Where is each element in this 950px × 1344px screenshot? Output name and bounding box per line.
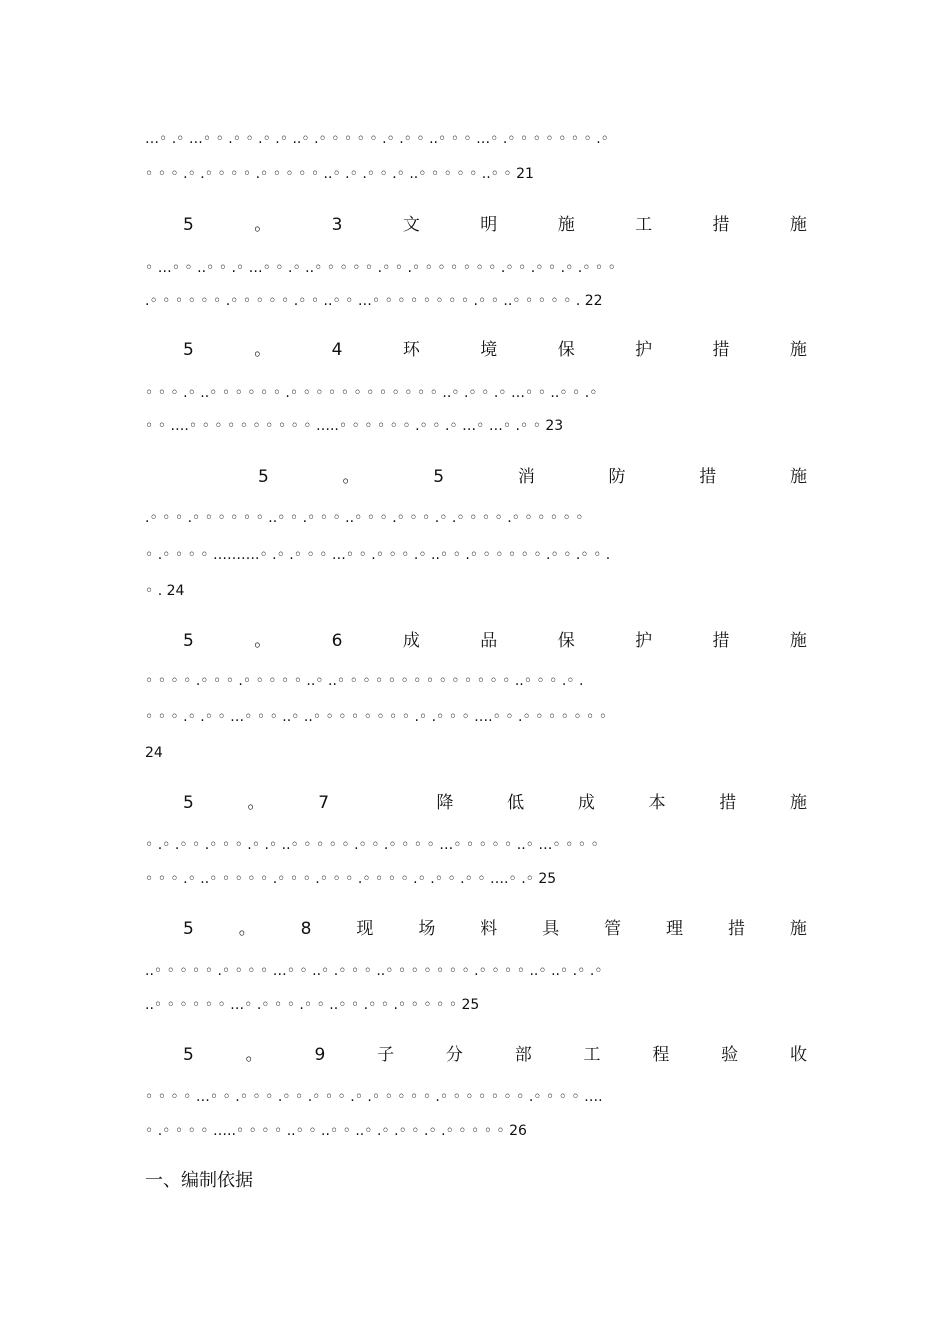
- toc-heading-char: 工: [583, 1045, 601, 1065]
- toc-leader-line: ◦ .◦ ◦ ◦ ◦ …..◦ ◦ ◦ ◦ ..◦ ◦ ..◦ ◦ ..◦ .◦ .◦ ◦ .◦ .◦ ◦ ◦ ◦ ◦ 26: [145, 1123, 527, 1139]
- toc-heading-char: 施: [789, 631, 807, 651]
- toc-heading-char: 部: [514, 1045, 532, 1065]
- toc-heading-char: 降: [436, 793, 454, 813]
- toc-leader-line: ◦ ◦ ◦ .◦ ..◦ ◦ ◦ ◦ ◦ ◦ .◦ ◦ ◦ ◦ ◦ ◦ ◦ ◦ ◦ ◦ ◦ ◦ ..◦ .◦ ◦ .◦ …◦ ◦ ..◦ ◦ .◦: [145, 385, 598, 401]
- toc-leader-line: ◦ ◦ ◦ ◦ .◦ ◦ ◦ .◦ ◦ ◦ ◦ ◦ ..◦ ..◦ ◦ ◦ ◦ ◦ ◦ ◦ ◦ ◦ ◦ ◦ ◦ ◦ ◦ ..◦ ◦ ◦ .◦ .: [145, 673, 584, 689]
- toc-heading-char: 5: [183, 793, 194, 813]
- toc-heading: [258, 464, 807, 490]
- toc-heading-char: 。: [254, 215, 272, 235]
- toc-heading-char: 。: [254, 340, 272, 360]
- toc-heading-char: 具: [542, 919, 560, 939]
- toc-leader-line: 24: [145, 745, 163, 761]
- toc-heading-char: 措: [712, 340, 730, 360]
- section-title: 一、编制依据: [145, 1170, 253, 1191]
- toc-heading-char: 4: [331, 340, 343, 360]
- toc-heading: [183, 916, 807, 942]
- toc-heading-char: 收: [789, 1045, 807, 1065]
- toc-leader-line: …◦ .◦ …◦ ◦ .◦ ◦ .◦ .◦ ..◦ .◦ ◦ ◦ ◦ ◦ .◦ .◦ ◦ ..◦ ◦ ◦ …◦ .◦ ◦ ◦ ◦ ◦ ◦ ◦ .◦: [145, 131, 609, 147]
- toc-heading-char: 措: [699, 467, 717, 487]
- toc-heading-char: 工: [635, 215, 653, 235]
- toc-heading-char: 成: [402, 631, 420, 651]
- toc-heading-char: 5: [258, 467, 269, 487]
- toc-leader-line: ◦ ◦ ◦ .◦ ..◦ ◦ ◦ ◦ ◦ .◦ ◦ ◦ .◦ ◦ ◦ .◦ ◦ ◦ ◦ .◦ .◦ ◦ .◦ ◦ ….◦ .◦ 25: [145, 871, 557, 887]
- toc-heading-char: 低: [507, 793, 525, 813]
- toc-heading-char: 5: [183, 340, 194, 360]
- toc-heading-char: 7: [318, 793, 330, 813]
- toc-leader-line: ◦ ◦ ◦ ◦ …◦ ◦ .◦ ◦ ◦ .◦ ◦ .◦ ◦ ◦ .◦ .◦ ◦ ◦ ◦ ◦ .◦ ◦ ◦ ◦ ◦ ◦ ◦ .◦ ◦ ◦ ◦ ….: [145, 1089, 603, 1105]
- toc-leader-line: .◦ ◦ ◦ .◦ ◦ ◦ ◦ ◦ ◦ ..◦ ◦ .◦ ◦ ◦ ..◦ ◦ ◦ .◦ ◦ ◦ .◦ .◦ ◦ ◦ ◦ .◦ ◦ ◦ ◦ ◦ ◦: [145, 510, 584, 526]
- toc-heading-char: 3: [331, 215, 343, 235]
- toc-heading-char: 文: [402, 215, 420, 235]
- toc-heading-char: 环: [402, 340, 420, 360]
- toc-leader-line: ◦ ◦ ◦ .◦ .◦ ◦ ◦ ◦ .◦ ◦ ◦ ◦ ◦ ..◦ .◦ .◦ ◦ .◦ ..◦ ◦ ◦ ◦ ◦ ..◦ ◦ 21: [145, 166, 534, 182]
- toc-heading: [183, 790, 807, 816]
- toc-heading-char: 验: [721, 1045, 739, 1065]
- toc-leader-line: ..◦ ◦ ◦ ◦ ◦ .◦ ◦ ◦ ◦ …◦ ◦ ..◦ .◦ ◦ ◦ ..◦ ◦ ◦ ◦ ◦ ◦ ◦ .◦ ◦ ◦ ◦ ..◦ ..◦ .◦ .◦: [145, 963, 603, 979]
- toc-heading-char: 。: [342, 467, 360, 487]
- toc-heading-char: 施: [789, 467, 807, 487]
- toc-leader-line: ◦ …◦ ◦ ..◦ ◦ .◦ …◦ ◦ .◦ ..◦ ◦ ◦ ◦ ◦ .◦ ◦ .◦ ◦ ◦ ◦ ◦ ◦ ◦ .◦ ◦ .◦ ◦ .◦ .◦ ◦ ◦: [145, 260, 616, 276]
- toc-heading: [183, 337, 807, 363]
- toc-heading-char: 措: [712, 215, 730, 235]
- toc-leader-line: .◦ ◦ ◦ ◦ ◦ ◦ .◦ ◦ ◦ ◦ ◦ .◦ ◦ ..◦ ◦ …◦ ◦ ◦ ◦ ◦ ◦ ◦ ◦ .◦ ◦ ..◦ ◦ ◦ ◦ ◦ . 22: [145, 293, 603, 309]
- toc-heading-char: 保: [557, 631, 575, 651]
- toc-heading-char: 管: [604, 919, 622, 939]
- toc-heading-char: 料: [480, 919, 498, 939]
- toc-heading-char: 成: [577, 793, 595, 813]
- toc-leader-line: ◦ ◦ ….◦ ◦ ◦ ◦ ◦ ◦ ◦ ◦ ◦ ◦ …..◦ ◦ ◦ ◦ ◦ ◦ .◦ ◦ .◦ …◦ …◦ .◦ ◦ 23: [145, 418, 564, 434]
- toc-heading-char: 5: [183, 631, 194, 651]
- toc-heading-char: 施: [557, 215, 575, 235]
- toc-heading-char: 5: [183, 1045, 194, 1065]
- toc-heading-char: 措: [719, 793, 737, 813]
- toc-heading: [183, 212, 807, 238]
- toc-leader-line: ◦ .◦ .◦ ◦ .◦ ◦ ◦ .◦ .◦ ..◦ ◦ ◦ ◦ ◦ .◦ ◦ .◦ ◦ ◦ ◦ …◦ ◦ ◦ ◦ ◦ ..◦ …◦ ◦ ◦ ◦: [145, 837, 599, 853]
- toc-heading-char: 9: [314, 1045, 326, 1065]
- toc-heading-char: 护: [635, 631, 653, 651]
- toc-heading-char: 护: [635, 340, 653, 360]
- toc-heading-char: 分: [445, 1045, 463, 1065]
- toc-heading-char: 子: [377, 1045, 395, 1065]
- toc-heading-char: 5: [183, 919, 194, 939]
- toc-heading-char: 程: [652, 1045, 670, 1065]
- toc-heading-char: 施: [789, 340, 807, 360]
- toc-heading-char: 6: [331, 631, 343, 651]
- toc-heading-char: 本: [648, 793, 666, 813]
- toc-leader-line: ◦ ◦ ◦ .◦ .◦ ◦ …◦ ◦ ◦ ..◦ ..◦ ◦ ◦ ◦ ◦ ◦ ◦ ◦ .◦ .◦ ◦ ◦ ….◦ ◦ .◦ ◦ ◦ ◦ ◦ ◦ ◦: [145, 709, 607, 725]
- toc-heading-char: 消: [517, 467, 535, 487]
- toc-heading-char: 8: [300, 919, 312, 939]
- toc-heading-char: 施: [789, 919, 807, 939]
- toc-heading-char: 现: [356, 919, 374, 939]
- toc-heading-char: 。: [245, 1045, 263, 1065]
- toc-heading-char: 明: [480, 215, 498, 235]
- toc-heading-char: 5: [183, 215, 194, 235]
- toc-leader-line: ◦ . 24: [145, 583, 185, 599]
- toc-leader-line: ◦ .◦ ◦ ◦ ◦ ……….◦ .◦ .◦ ◦ ◦ …◦ ◦ .◦ ◦ ◦ .◦ ..◦ ◦ .◦ ◦ ◦ ◦ ◦ ◦ .◦ ◦ .◦ ◦ .: [145, 547, 611, 563]
- toc-heading-char: 。: [254, 631, 272, 651]
- toc-heading: [183, 1042, 807, 1068]
- toc-heading-char: 境: [480, 340, 498, 360]
- toc-heading-char: 场: [418, 919, 436, 939]
- toc-heading-char: 理: [666, 919, 684, 939]
- toc-heading: [183, 628, 807, 654]
- toc-heading-char: 5: [433, 467, 445, 487]
- toc-heading-char: 措: [712, 631, 730, 651]
- toc-leader-line: ..◦ ◦ ◦ ◦ ◦ ◦ …◦ .◦ ◦ ◦ .◦ ◦ ..◦ ◦ .◦ ◦ .◦ ◦ ◦ ◦ ◦ 25: [145, 997, 480, 1013]
- toc-heading-char: 。: [247, 793, 265, 813]
- toc-heading-char: 措: [727, 919, 745, 939]
- toc-heading-char: 品: [480, 631, 498, 651]
- toc-heading-char: 保: [557, 340, 575, 360]
- toc-heading-char: 防: [608, 467, 626, 487]
- toc-heading-char: 施: [789, 793, 807, 813]
- toc-heading-char: 。: [238, 919, 256, 939]
- toc-heading-char: 施: [789, 215, 807, 235]
